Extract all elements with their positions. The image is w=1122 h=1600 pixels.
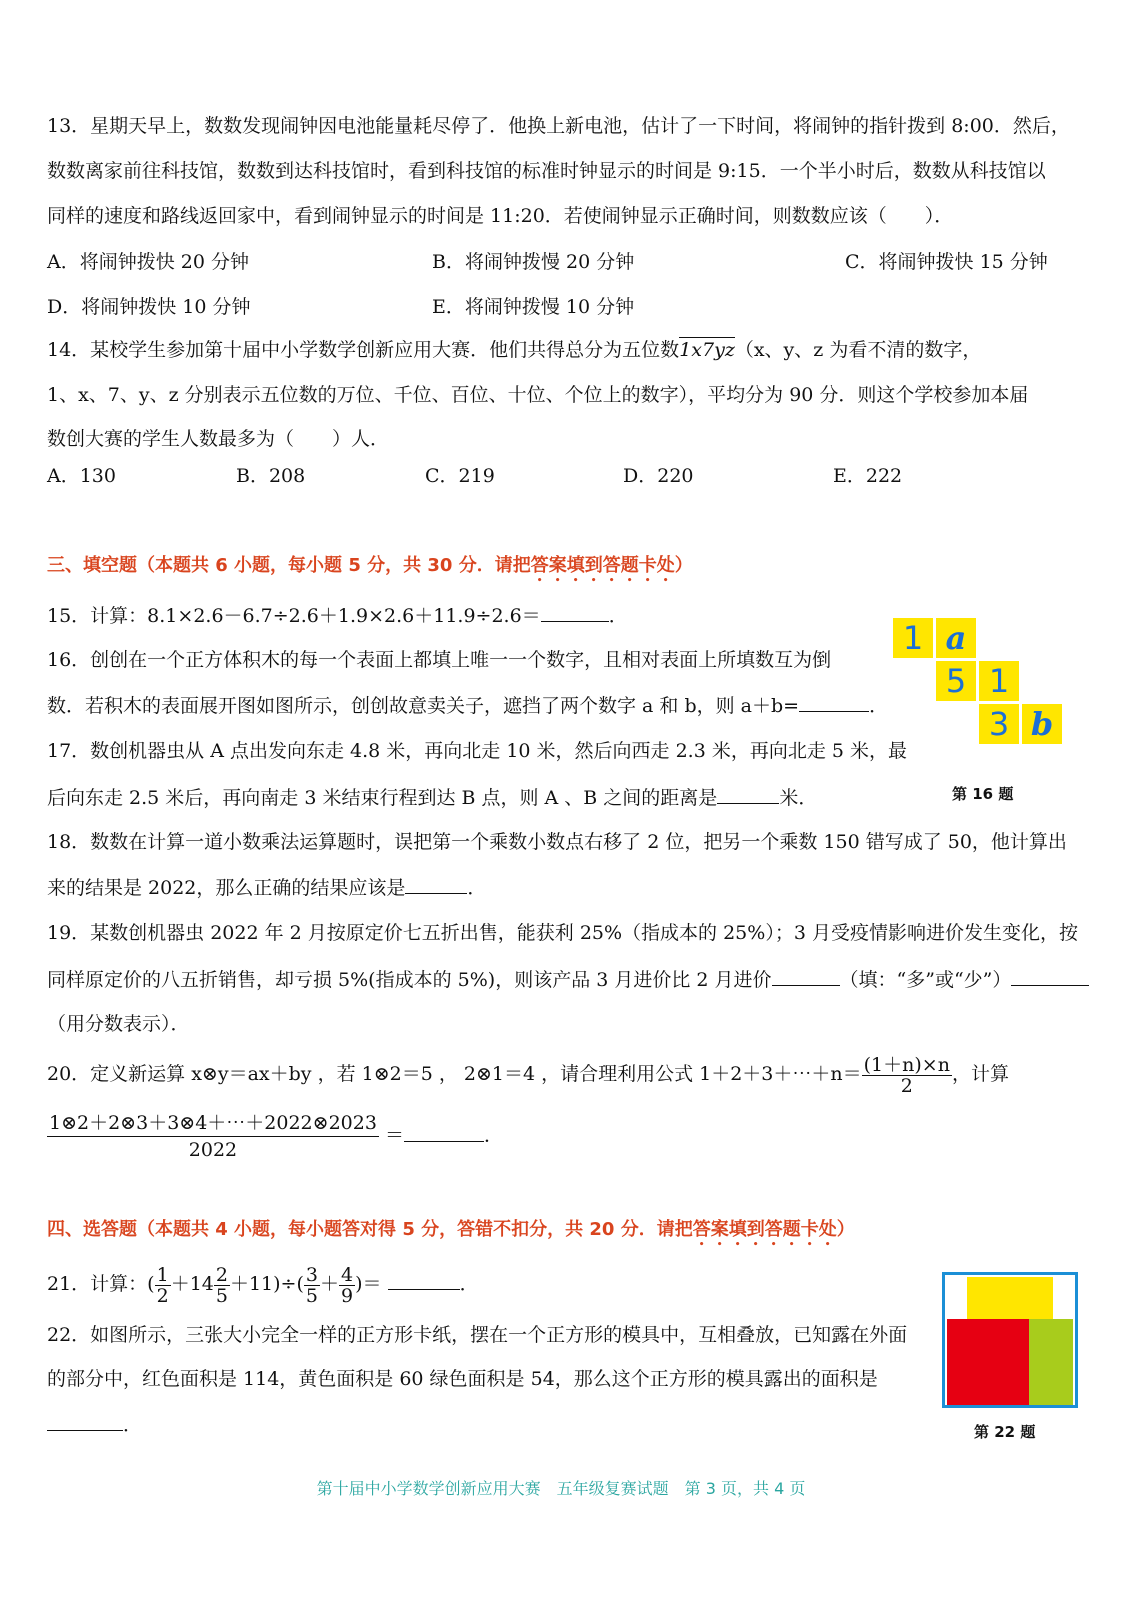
q21-frac-4-num: 4: [341, 1263, 354, 1286]
q21-frac-4: [339, 1265, 355, 1306]
q17-line2-text: 后向东走 2.5 米后，再向南走 3 米结束行程到达 B 点，则 A 、B 之间的距离是: [47, 787, 718, 809]
q13-option-c: C．将闹钟拨快 15 分钟: [845, 251, 1048, 273]
q20-big-fraction: [47, 1110, 379, 1163]
q20-line1: [47, 1054, 1009, 1096]
q21-frac-1-num: 1: [156, 1263, 169, 1286]
net-cell-1: 1: [893, 618, 933, 658]
q21-frac-2-den: 5: [215, 1284, 228, 1307]
section3-title: 三、填空题（本题共 6 小题，每小题 5 分，共 30 分．请把: [47, 555, 531, 576]
q16-line1: 16．创创在一个正方体积木的每一个表面上都填上唯一一个数字，且相对表面上所填数互为倒: [47, 649, 832, 671]
q16-figure-caption: 第 16 题: [952, 785, 1014, 803]
q19-blank-1: [772, 967, 840, 986]
q21-frac-1: [155, 1265, 171, 1306]
q18-answer-blank: [405, 875, 467, 894]
q20-answer-blank: [404, 1123, 484, 1142]
q22-line3: ．: [47, 1412, 142, 1437]
section4-tail: ）: [836, 1219, 855, 1240]
q21-frac-3: [304, 1265, 320, 1306]
q20-line1-text: 20．定义新运算 x⊗y＝ax＋by ，若 1⊗2＝5 ， 2⊗1＝4 ，请合理利用公式 1＋2＋3＋⋯＋n＝: [47, 1063, 862, 1085]
q17-line2-tail: 米．: [779, 787, 818, 809]
q21: 21．计算：( $\frac{1}{2}$ ＋14 $\frac{2}{5}$ ＋11)÷( $\frac{3}{5}$ ＋ $\frac{4}{9}$ )＝ ．: [47, 1263, 479, 1307]
section3-emphasis: 答案填到答题卡处: [530, 555, 675, 576]
q22-line2: 的部分中，红色面积是 114，黄色面积是 60 绿色面积是 54，那么这个正方形的模具露出的面积是: [47, 1368, 878, 1390]
q21-mid-2: ＋11)÷(: [229, 1273, 304, 1295]
net-cell-b: b: [1022, 704, 1062, 744]
q21-mid-3: ＋: [320, 1273, 340, 1295]
q13-line2: 数数离家前往科技馆，数数到达科技馆时，看到科技馆的标准时钟显示的时间是 9:15．一个半小时后，数数从科技馆以: [47, 160, 1046, 182]
q22-figure-caption: 第 22 题: [974, 1423, 1036, 1441]
q13-option-e: E．将闹钟拨慢 10 分钟: [432, 296, 635, 318]
q14-line1-tail: （x、y、z 为看不清的数字，: [734, 339, 982, 361]
q15-text: 15．计算：8.1×2.6－6.7÷2.6＋1.9×2.6＋11.9÷2.6＝: [47, 605, 541, 627]
q14-option-d: D．220: [623, 465, 694, 487]
q21-frac-2: [214, 1265, 230, 1306]
net-cell-3: 3: [979, 704, 1019, 744]
q21-mid-1: ＋14: [170, 1273, 214, 1295]
net-cell-5: 5: [936, 661, 976, 701]
page-footer: 第十届中小学数学创新应用大赛 五年级复赛试题 第 3 页，共 4 页: [316, 1479, 806, 1498]
q14-option-a: A．130: [47, 465, 116, 487]
net-cell-a: a: [936, 618, 976, 658]
section3-heading: [47, 554, 693, 586]
q16-line2: 数．若积木的表面展开图如图所示，创创故意卖关子，遮挡了两个数字 a 和 b，则 a＋b= ．: [47, 695, 889, 717]
q21-frac-4-den: 9: [341, 1284, 354, 1307]
q14-line1: [47, 338, 981, 362]
q18-line1: 18．数数在计算一道小数乘法运算题时，误把第一个乘数小数点右移了 2 位，把另一个乘数 150 错写成了 50，他计算出: [47, 831, 1067, 853]
q14-line1-text: 14．某校学生参加第十届中小学数学创新应用大赛．他们共得总分为五位数: [47, 339, 680, 361]
q21-frac-1-den: 2: [156, 1284, 169, 1307]
section3-tail: ）: [674, 555, 693, 576]
q14-line2: 1、x、7、y、z 分别表示五位数的万位、千位、百位、十位、个位上的数字），平均分为 90 分．则这个学校参加本届: [47, 384, 1029, 406]
q18-line2: 来的结果是 2022，那么正确的结果应该是 ．: [47, 877, 487, 899]
q19-line2: [47, 967, 1089, 992]
q15: 15．计算：8.1×2.6－6.7÷2.6＋1.9×2.6＋11.9÷2.6＝ ．: [47, 605, 628, 627]
q14-option-b: B．208: [236, 465, 306, 487]
q21-frac-2-num: 2: [215, 1263, 228, 1286]
q21-answer-blank: [388, 1271, 460, 1290]
q19-hint: （填：“多”或“少”）: [839, 969, 1012, 991]
q13-option-b: B．将闹钟拨慢 20 分钟: [432, 251, 635, 273]
q19-line3: （用分数表示）．: [47, 1013, 190, 1035]
q17-line1: 17．数创机器虫从 A 点出发向东走 4.8 米，再向北走 10 米，然后向西走 2.3 米，再向北走 5 米，最: [47, 740, 907, 762]
q20-equals: ＝: [384, 1124, 404, 1147]
q19-blank-2: [1011, 967, 1089, 986]
q14-option-e: E．222: [833, 465, 903, 487]
q13-line3: 同样的速度和路线返回家中，看到闹钟显示的时间是 11:20．若使闹钟显示正确时间，则数数应该（ ）．: [47, 205, 954, 227]
q22-answer-blank: [47, 1412, 123, 1431]
q14-line3: 数创大赛的学生人数最多为（ ）人．: [47, 428, 390, 450]
q20-line1-tail: ，计算: [951, 1063, 1009, 1085]
red-card: [947, 1319, 1029, 1405]
q22-squares-figure: [942, 1272, 1078, 1408]
q20-formula-numerator: (1＋n)×n: [863, 1053, 950, 1076]
section4-heading: [47, 1218, 855, 1250]
q21-tail: )＝: [355, 1273, 382, 1295]
q20-line2: $\frac{1\otimes 2+2\otimes 3+3\otimes 4+\cdots+2022\otimes 2023}{2022}$ ＝ ．: [49, 1112, 503, 1161]
section4-title: 四、选答题（本题共 4 小题，每小题答对得 5 分，答错不扣分，共 20 分．请把: [47, 1219, 693, 1240]
q20-formula-denominator: 2: [900, 1074, 913, 1097]
q14-option-c: C．219: [425, 465, 495, 487]
q15-answer-blank: [541, 603, 609, 622]
q14-number-overline: 1x7yz: [679, 339, 735, 361]
q21-frac-3-num: 3: [305, 1263, 318, 1286]
q13-option-a: A．将闹钟拨快 20 分钟: [47, 251, 249, 273]
net-cell-1b: 1: [979, 661, 1019, 701]
q20-big-numerator: 1⊗2＋2⊗3＋3⊗4＋⋯＋2022⊗2023: [47, 1110, 379, 1137]
q13-option-d: D．将闹钟拨快 10 分钟: [47, 296, 251, 318]
q19-line2-text: 同样原定价的八五折销售，却亏损 5%(指成本的 5%)，则该产品 3 月进价比 2 月进价: [47, 969, 772, 991]
q18-line2-text: 来的结果是 2022，那么正确的结果应该是: [47, 877, 406, 899]
q17-line2: [47, 785, 817, 810]
q17-answer-blank: [717, 785, 779, 804]
section4-emphasis: 答案填到答题卡处: [692, 1219, 837, 1240]
q16-answer-blank: [799, 693, 869, 712]
q13-line1: 13．星期天早上，数数发现闹钟因电池能量耗尽停了．他换上新电池，估计了一下时间，将闹钟的指针拨到 8:00．然后，: [47, 115, 1070, 137]
q21-frac-3-den: 5: [305, 1284, 318, 1307]
q21-text: 21．计算：(: [47, 1273, 155, 1295]
q20-big-denominator: 2022: [188, 1139, 238, 1161]
q16-line2-text: 数．若积木的表面展开图如图所示，创创故意卖关子，遮挡了两个数字 a 和 b，则 a＋b=: [47, 695, 800, 717]
q22-line1: 22．如图所示，三张大小完全一样的正方形卡纸，摆在一个正方形的模具中，互相叠放，已知露在外面: [47, 1324, 908, 1346]
q19-line1: 19．某数创机器虫 2022 年 2 月按原定价七五折出售，能获利 25%（指成本的 25%）；3 月受疫情影响进价发生变化，按: [47, 922, 1078, 944]
q20-formula-fraction: [862, 1055, 952, 1096]
